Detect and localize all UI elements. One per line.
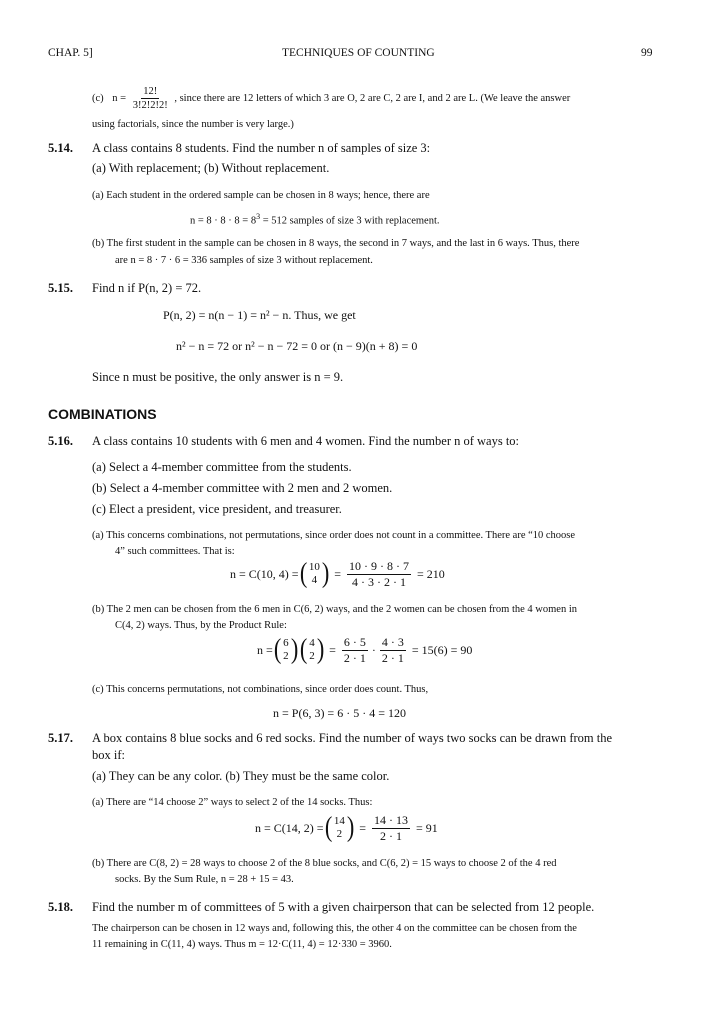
p517-a-fraction: [372, 814, 410, 842]
p517-parts: (a) They can be any color. (b) They must be the same color.: [92, 769, 390, 783]
p516-b-binom2-top: 4: [309, 637, 315, 650]
p516-b-fraction-1: [342, 636, 368, 664]
p516-b-num2: 4 · 3: [381, 635, 404, 649]
p517-a-lhs: n = C(14, 2) =: [255, 820, 324, 835]
p518-statement: Find the number m of committees of 5 with a given chairperson that can be selected from 12 people.: [92, 900, 595, 914]
p517-a-binom-bot: 2: [336, 828, 343, 841]
p514-b-line2: are n = 8 · 7 · 6 = 336 samples of size 3 without replacement.: [115, 255, 373, 266]
p513c-label: (c): [92, 92, 104, 104]
p514-statement: A class contains 8 students. Find the number n of samples of size 3:: [92, 141, 431, 155]
p516-a-lhs: n = C(10, 4) =: [230, 566, 299, 581]
p516-b-binom2-bot: 2: [309, 650, 315, 663]
p516-a-equation: n = C(10, 4) = ( 10 4 ) = $\frac{10 \cdot 9 \cdot 8 \cdot 7}{4 \cdot 3 \cdot 2 \cdot 1}$ = 210: [230, 558, 445, 590]
p516-b-binom1-top: 6: [283, 637, 289, 650]
p516-c-equation: n = P(6, 3) = 6 · 5 · 4 = 120: [273, 706, 406, 720]
p516-b-line1: (b) The 2 men can be chosen from the 6 men in C(6, 2) ways, and the 2 women can be chosen from the 4 women in: [92, 604, 578, 615]
running-header-title: TECHNIQUES OF COUNTING: [282, 47, 435, 59]
p516-b-binomial-2: ( 4 2 ): [299, 634, 325, 666]
p517-statement-line1: A box contains 8 blue socks and 6 red socks. Find the number of ways two socks can be drawn from the: [92, 731, 613, 745]
problem-number-5-16: 5.16.: [48, 434, 73, 448]
p514-parts: (a) With replacement; (b) Without replacement.: [92, 161, 330, 175]
p516-a-den: 4 · 3 · 2 · 1: [351, 574, 406, 589]
p515-eq1: P(n, 2) = n(n − 1) = n² − n. Thus, we get: [163, 308, 356, 322]
p516-a-result: = 210: [416, 566, 445, 581]
problem-number-5-18: 5.18.: [48, 900, 73, 914]
p513c-line2: using factorials, since the number is very large.): [92, 119, 294, 130]
p517-a-binomial: ( 14 2 ): [324, 812, 355, 844]
p514-a-eq-tail: = 512 samples of size 3 with replacement.: [260, 215, 440, 227]
p516-b-den2: 2 · 1: [381, 650, 404, 665]
p516-b-binomial-1: ( 6 2 ): [273, 634, 299, 666]
p516-b-result: = 15(6) = 90: [411, 642, 473, 657]
p517-statement-line2: box if:: [92, 748, 125, 762]
p516-b-num1: 6 · 5: [343, 635, 366, 649]
p516-b-fraction-2: [380, 636, 406, 664]
p516-statement: A class contains 10 students with 6 men and 4 women. Find the number n of ways to:: [92, 434, 520, 448]
p513c-lhs: n =: [112, 92, 127, 104]
p517-b-line2: socks. By the Sum Rule, n = 28 + 15 = 43.: [115, 874, 294, 885]
p516-b-lhs: n =: [257, 642, 273, 657]
p516-item-b: (b) Select a 4-member committee with 2 men and 2 women.: [92, 481, 393, 495]
problem-number-5-15: 5.15.: [48, 281, 73, 295]
p516-a-binom-top: 10: [308, 561, 320, 574]
p513c-fraction: [131, 86, 170, 111]
p514-a-eq: n = 8 · 8 · 8 = 8: [190, 215, 257, 227]
p516-a-binomial: ( 10 4 ): [299, 558, 330, 590]
p517-a-binom-top: 14: [333, 815, 345, 828]
p516-b-equation: n = ( 6 2 ) ( 4 2 ) = $\frac{6 \cdot 5}{2 \cdot 1}$ · $\frac{4 \cdot 3}{2 \cdot 1}$ = 15(6) = 90: [257, 634, 473, 666]
p516-b-den1: 2 · 1: [343, 650, 366, 665]
p515-eq2: n² − n = 72 or n² − n − 72 = 0 or (n − 9)(n + 8) = 0: [176, 339, 418, 353]
page-number: 99: [641, 47, 653, 59]
section-heading-combinations: COMBINATIONS: [48, 406, 157, 422]
p513c-num: 12!: [141, 86, 159, 99]
p514-a-text: (a) Each student in the ordered sample can be chosen in 8 ways; hence, there are: [92, 190, 430, 201]
p516-c-line: (c) This concerns permutations, not combinations, since order does count. Thus,: [92, 684, 429, 695]
p515-statement: Find n if P(n, 2) = 72.: [92, 281, 202, 295]
p516-item-c: (c) Elect a president, vice president, and treasurer.: [92, 502, 342, 516]
p516-b-binom1-bot: 2: [283, 650, 289, 663]
p516-a-binom-bot: 4: [311, 574, 318, 587]
p516-a-num: 10 · 9 · 8 · 7: [348, 559, 409, 573]
p516-b-line2: C(4, 2) ways. Thus, by the Product Rule:: [115, 620, 287, 631]
p517-a-equation: n = C(14, 2) = ( 14 2 ) = $\frac{14 \cdot 13}{2 \cdot 1}$ = 91: [255, 812, 438, 844]
p516-a-fraction: [347, 560, 411, 588]
p514-b-line1: (b) The first student in the sample can be chosen in 8 ways, the second in 7 ways, and the last in 6 ways. Thus, there: [92, 238, 580, 249]
running-header-chapter: CHAP. 5]: [48, 47, 93, 59]
p514-a-equation: [190, 212, 440, 227]
p517-b-line1: (b) There are C(8, 2) = 28 ways to choose 2 of the 8 blue socks, and C(6, 2) = 15 ways to choose 2 of the 4 red: [92, 858, 557, 869]
p513c-den: 3!2!2!2!: [132, 100, 168, 112]
p517-a-line: (a) There are “14 choose 2” ways to select 2 of the 14 socks. Thus:: [92, 797, 373, 808]
p517-a-den: 2 · 1: [379, 828, 402, 843]
p516-a-line2: 4” such committees. That is:: [115, 546, 235, 557]
p516-item-a: (a) Select a 4-member committee from the students.: [92, 460, 352, 474]
p516-a-line1: (a) This concerns combinations, not permutations, since order does not count in a committee. There are “10 choose: [92, 530, 576, 541]
p517-a-result: = 91: [415, 820, 438, 835]
p515-conclusion: Since n must be positive, the only answer is n = 9.: [92, 370, 344, 384]
p517-a-num: 14 · 13: [373, 813, 408, 827]
p514-a-exp: 3: [256, 212, 261, 221]
p518-line1: The chairperson can be chosen in 12 ways and, following this, the other 4 on the committee can be chosen from the: [92, 923, 577, 934]
problem-number-5-14: 5.14.: [48, 141, 73, 155]
p518-line2: 11 remaining in C(11, 4) ways. Thus m = 12·C(11, 4) = 12·330 = 3960.: [92, 939, 392, 950]
p513c-line1: , since there are 12 letters of which 3 are O, 2 are C, 2 are I, and 2 are L. (We leave the answer: [174, 92, 571, 104]
p513c-block: [92, 86, 570, 111]
problem-number-5-17: 5.17.: [48, 731, 73, 745]
